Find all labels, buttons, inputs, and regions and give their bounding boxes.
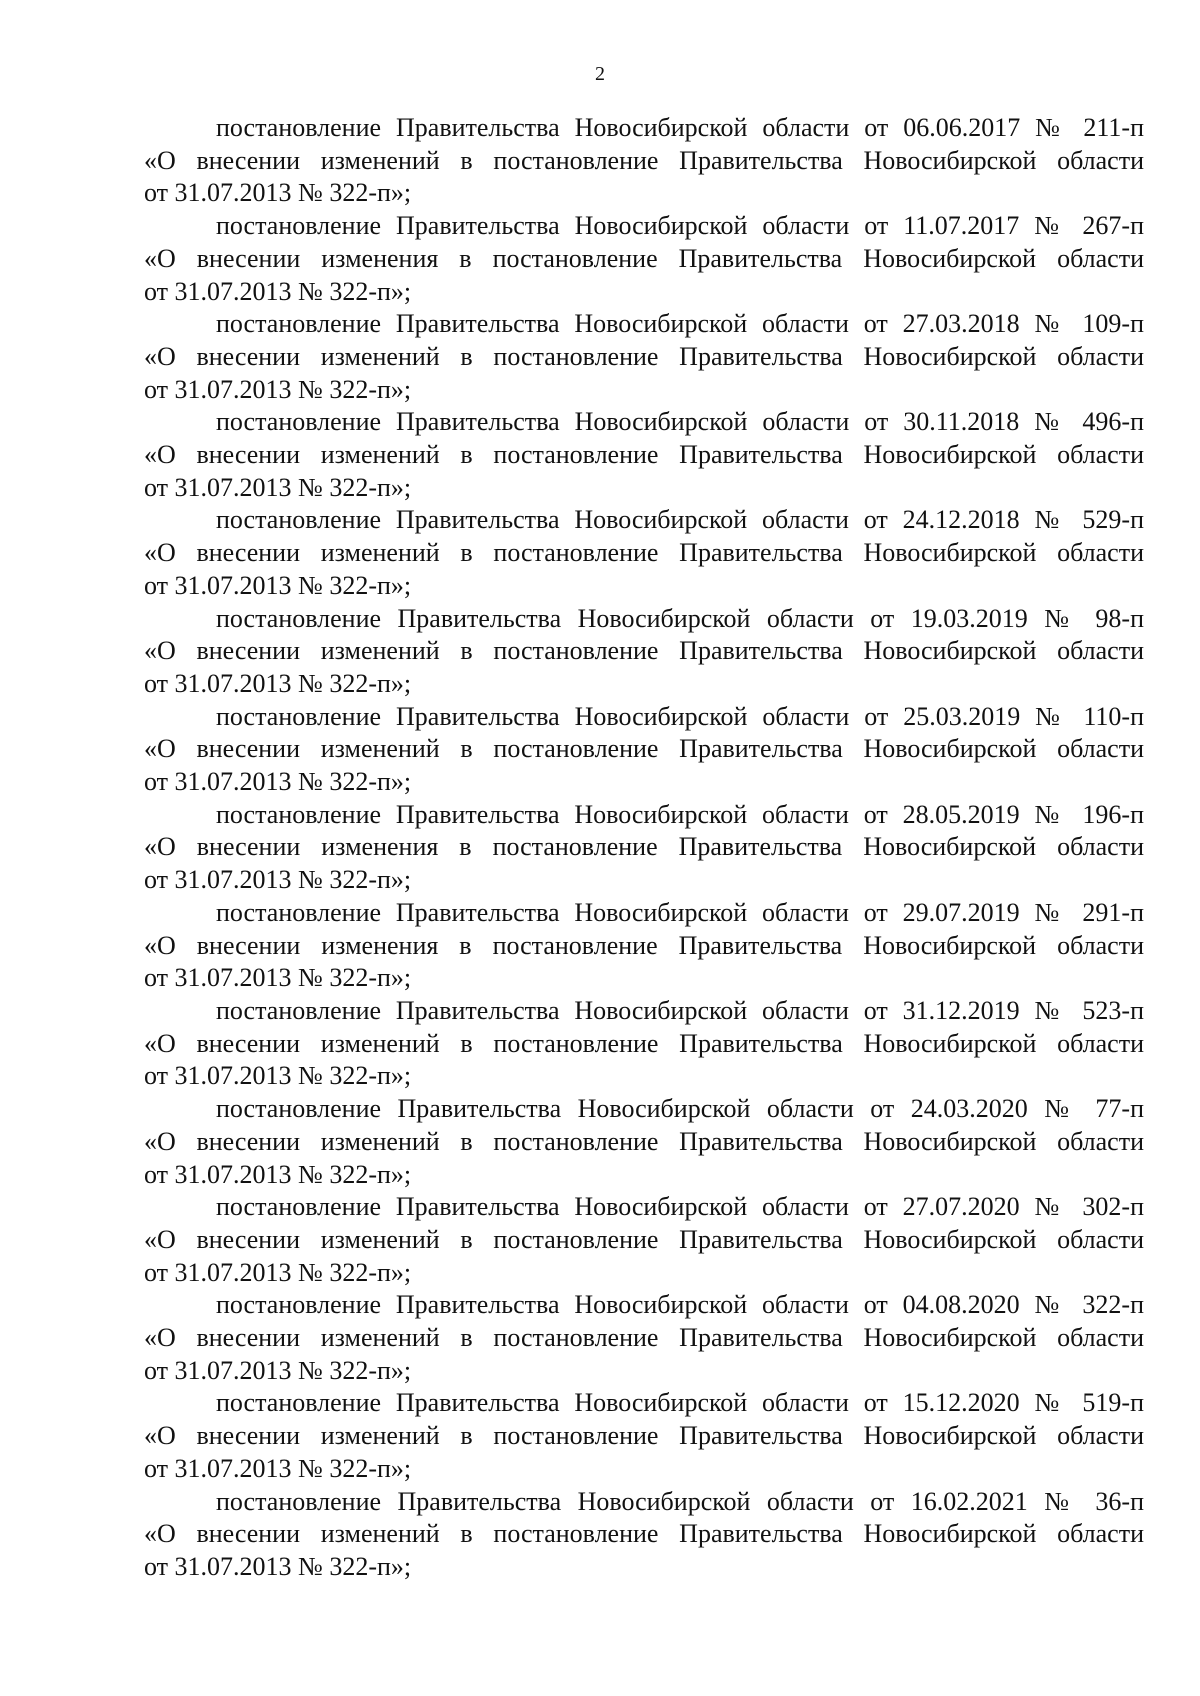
list-item bbox=[144, 1093, 1144, 1191]
entry-line: от 31.07.2013 № 322-п»; bbox=[144, 1551, 412, 1581]
entry-line: «О внесении изменения в постановление Правительства Новосибирской области bbox=[144, 243, 1144, 273]
entry-line: постановление Правительства Новосибирской области от 27.03.2018 № 109-п bbox=[216, 309, 1144, 339]
entry-line: «О внесении изменений в постановление Правительства Новосибирской области bbox=[144, 440, 1144, 470]
entry-line: «О внесении изменений в постановление Правительства Новосибирской области bbox=[144, 145, 1144, 175]
entry-line: от 31.07.2013 № 322-п»; bbox=[144, 865, 412, 895]
entry-line: постановление Правительства Новосибирской области от 28.05.2019 № 196-п bbox=[216, 799, 1144, 829]
entry-line: постановление Правительства Новосибирской области от 11.07.2017 № 267-п bbox=[216, 211, 1144, 241]
entry-line: постановление Правительства Новосибирской области от 04.08.2020 № 322-п bbox=[216, 1290, 1144, 1320]
entry-line: от 31.07.2013 № 322-п»; bbox=[144, 276, 412, 306]
list-item bbox=[144, 1486, 1144, 1584]
list-item bbox=[144, 308, 1144, 406]
entry-line: от 31.07.2013 № 322-п»; bbox=[144, 570, 412, 600]
entry-line: постановление Правительства Новосибирской области от 25.03.2019 № 110-п bbox=[216, 701, 1144, 731]
list-item bbox=[144, 701, 1144, 799]
entry-line: от 31.07.2013 № 322-п»; bbox=[144, 1061, 412, 1091]
entry-line: от 31.07.2013 № 322-п»; bbox=[144, 178, 412, 208]
list-item bbox=[144, 210, 1144, 308]
entry-line: «О внесении изменений в постановление Правительства Новосибирской области bbox=[144, 538, 1144, 568]
entry-line: «О внесении изменения в постановление Правительства Новосибирской области bbox=[144, 930, 1144, 960]
list-item bbox=[144, 112, 1144, 210]
entry-line: «О внесении изменений в постановление Правительства Новосибирской области bbox=[144, 341, 1144, 371]
entry-line: постановление Правительства Новосибирской области от 19.03.2019 № 98-п bbox=[216, 603, 1144, 633]
entry-line: «О внесении изменений в постановление Правительства Новосибирской области bbox=[144, 1519, 1144, 1549]
entry-line: «О внесении изменений в постановление Правительства Новосибирской области bbox=[144, 1224, 1144, 1254]
entry-line: постановление Правительства Новосибирской области от 30.11.2018 № 496-п bbox=[216, 407, 1144, 437]
list-item bbox=[144, 799, 1144, 897]
list-item bbox=[144, 1191, 1144, 1289]
list-item bbox=[144, 406, 1144, 504]
list-item bbox=[144, 995, 1144, 1093]
entry-line: от 31.07.2013 № 322-п»; bbox=[144, 1159, 412, 1189]
entry-line: от 31.07.2013 № 322-п»; bbox=[144, 668, 412, 698]
entry-line: постановление Правительства Новосибирской области от 24.03.2020 № 77-п bbox=[216, 1094, 1144, 1124]
list-item bbox=[144, 1387, 1144, 1485]
entry-line: постановление Правительства Новосибирской области от 31.12.2019 № 523-п bbox=[216, 995, 1144, 1025]
entry-line: от 31.07.2013 № 322-п»; bbox=[144, 1453, 412, 1483]
list-item bbox=[144, 504, 1144, 602]
list-item bbox=[144, 897, 1144, 995]
entry-line: «О внесении изменений в постановление Правительства Новосибирской области bbox=[144, 636, 1144, 666]
document-body bbox=[144, 112, 1144, 1584]
entry-line: от 31.07.2013 № 322-п»; bbox=[144, 963, 412, 993]
entry-line: от 31.07.2013 № 322-п»; bbox=[144, 767, 412, 797]
entry-line: от 31.07.2013 № 322-п»; bbox=[144, 472, 412, 502]
entry-line: от 31.07.2013 № 322-п»; bbox=[144, 374, 412, 404]
entry-line: «О внесении изменений в постановление Правительства Новосибирской области bbox=[144, 1126, 1144, 1156]
entry-line: «О внесении изменений в постановление Правительства Новосибирской области bbox=[144, 734, 1144, 764]
entry-line: постановление Правительства Новосибирской области от 29.07.2019 № 291-п bbox=[216, 897, 1144, 927]
entry-line: от 31.07.2013 № 322-п»; bbox=[144, 1355, 412, 1385]
list-item bbox=[144, 1289, 1144, 1387]
page-number: 2 bbox=[595, 63, 605, 85]
entry-line: постановление Правительства Новосибирской области от 27.07.2020 № 302-п bbox=[216, 1192, 1144, 1222]
entry-line: постановление Правительства Новосибирской области от 16.02.2021 № 36-п bbox=[216, 1486, 1144, 1516]
entry-line: постановление Правительства Новосибирской области от 06.06.2017 № 211-п bbox=[216, 113, 1144, 142]
entry-line: «О внесении изменений в постановление Правительства Новосибирской области bbox=[144, 1323, 1144, 1353]
entry-line: «О внесении изменений в постановление Правительства Новосибирской области bbox=[144, 1028, 1144, 1058]
entry-line: постановление Правительства Новосибирской области от 15.12.2020 № 519-п bbox=[216, 1388, 1144, 1418]
entry-line: постановление Правительства Новосибирской области от 24.12.2018 № 529-п bbox=[216, 505, 1144, 535]
entry-line: «О внесении изменения в постановление Правительства Новосибирской области bbox=[144, 832, 1144, 862]
list-item bbox=[144, 603, 1144, 701]
entry-line: «О внесении изменений в постановление Правительства Новосибирской области bbox=[144, 1421, 1144, 1451]
entry-line: от 31.07.2013 № 322-п»; bbox=[144, 1257, 412, 1287]
